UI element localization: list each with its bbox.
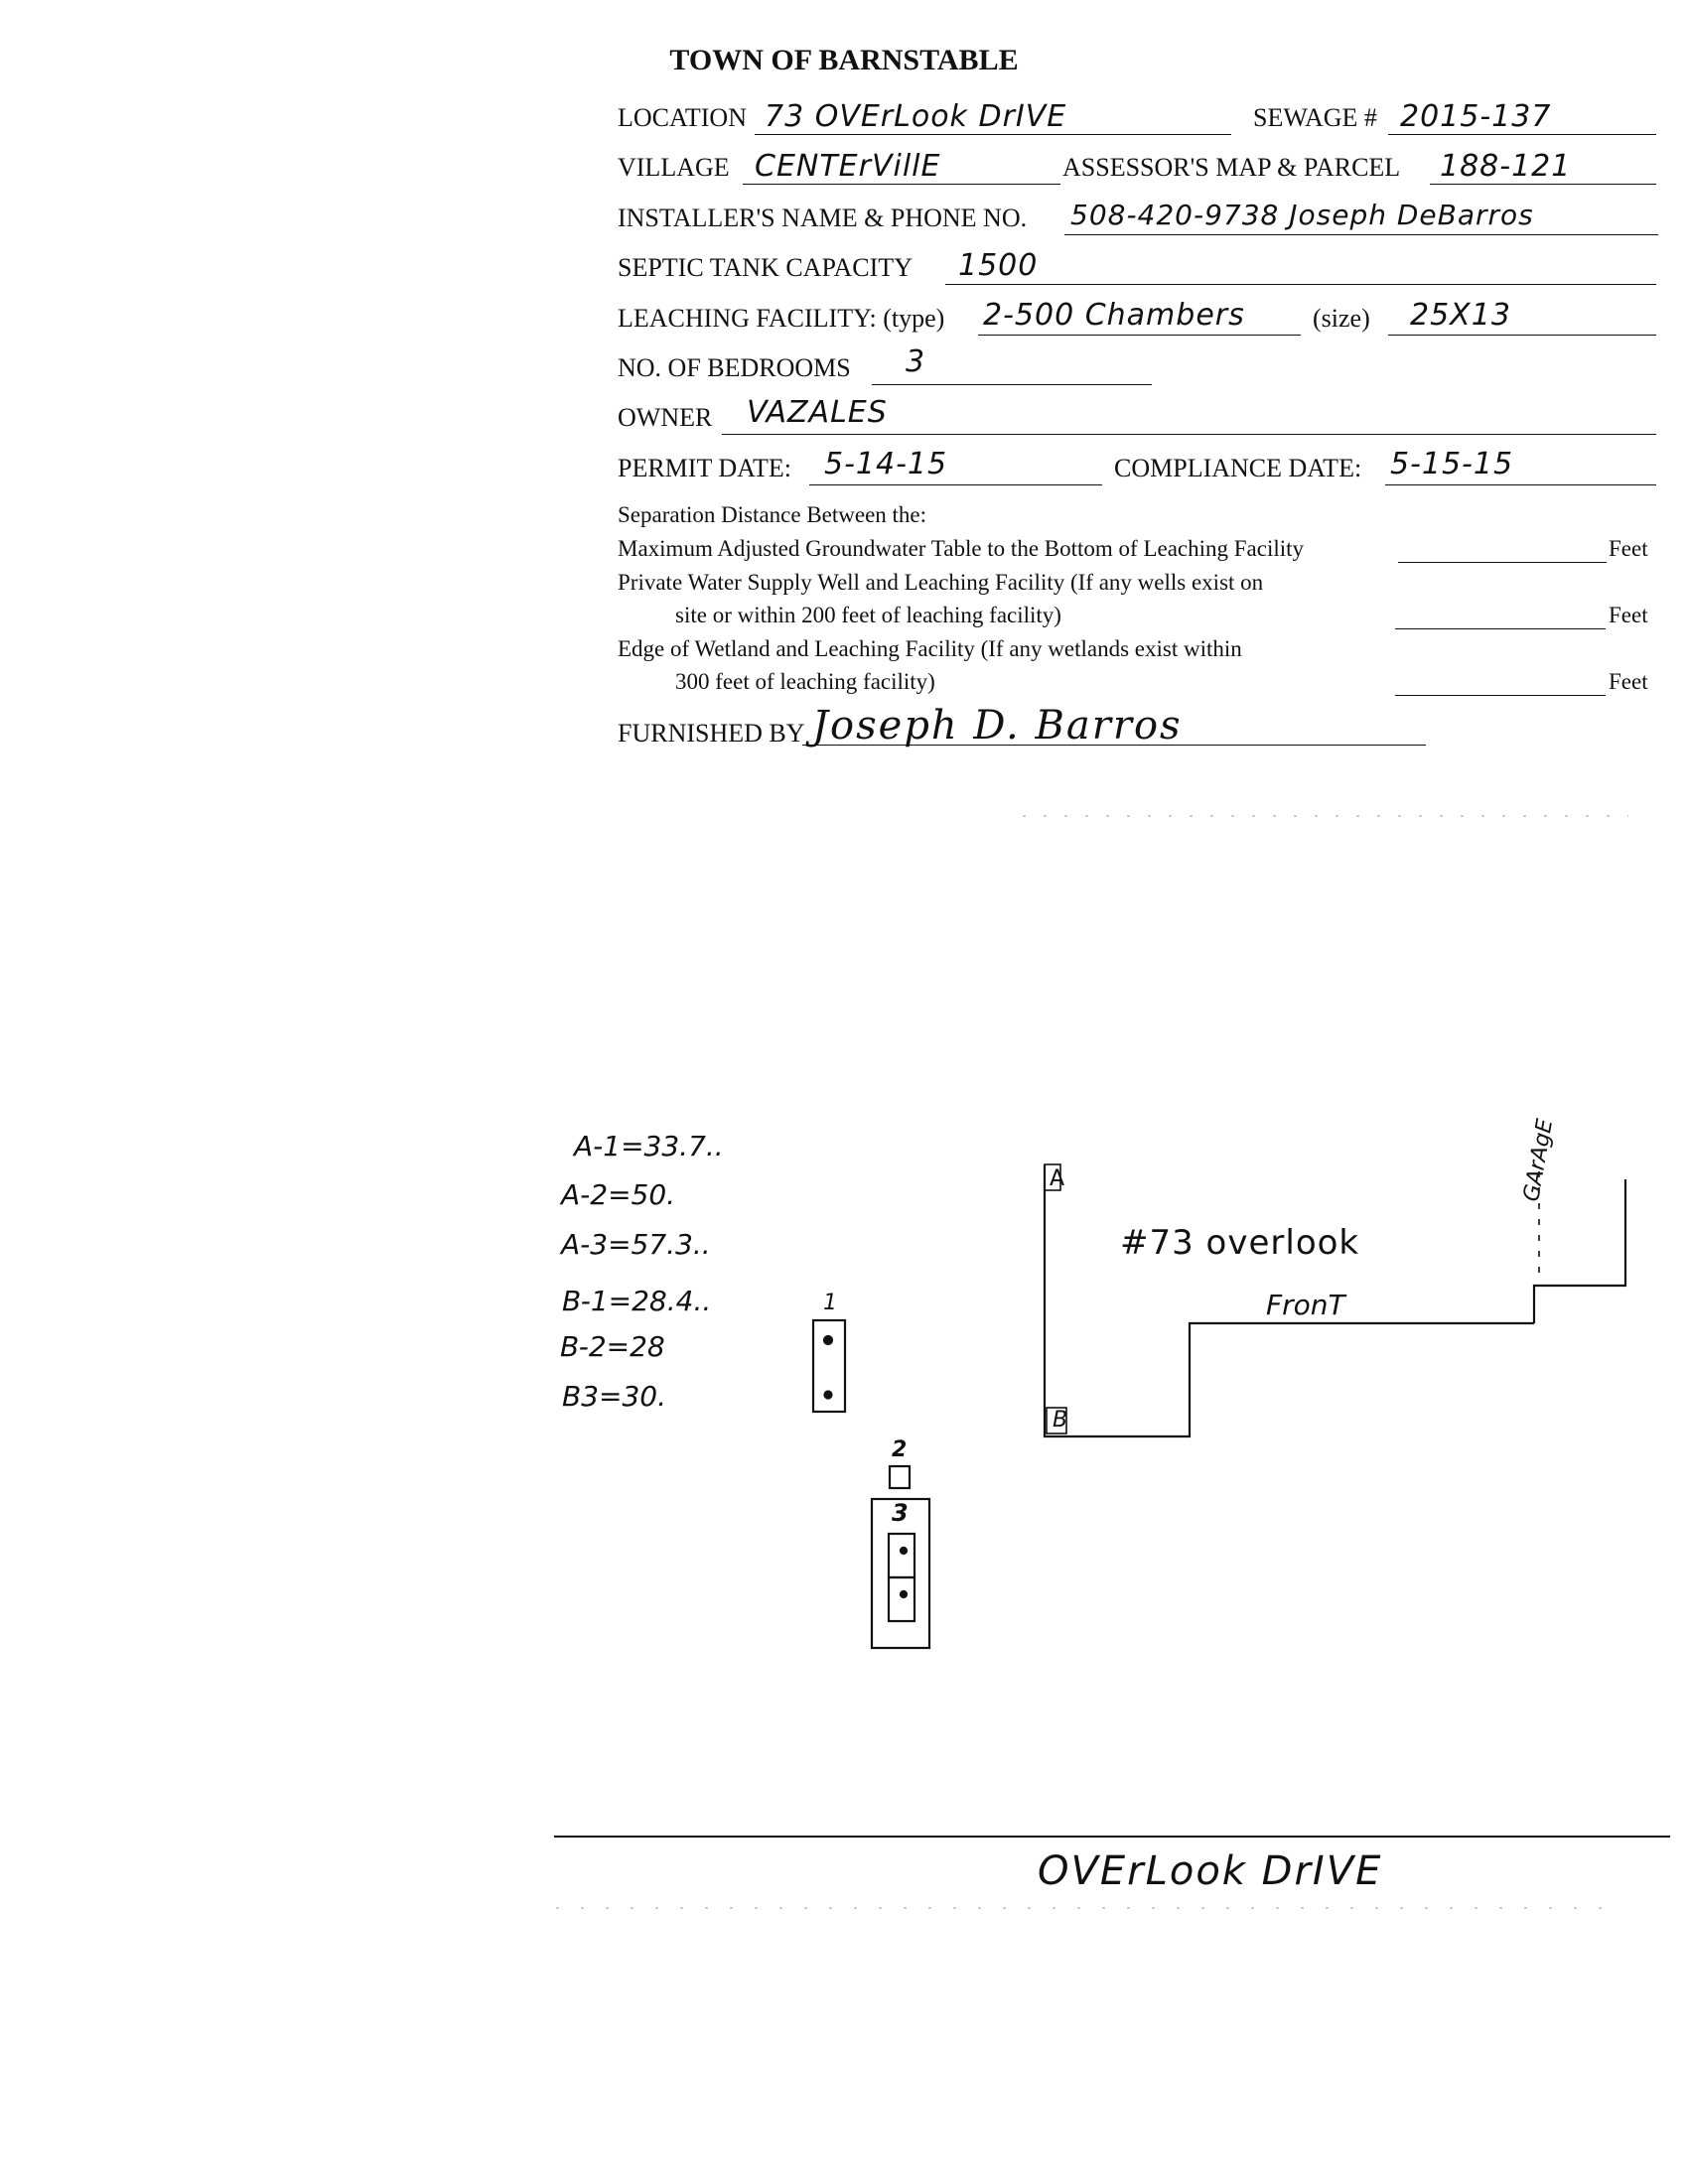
- bedrooms-label: NO. OF BEDROOMS: [618, 353, 851, 382]
- sewage-label: SEWAGE #: [1253, 103, 1377, 132]
- marker-1-label: 1: [823, 1291, 837, 1315]
- street-label: OVErLook DrIVE: [1038, 1848, 1383, 1894]
- separation-item-3-line1: Edge of Wetland and Leaching Facility (If any wetlands exist within: [618, 636, 1242, 661]
- installer-label: INSTALLER'S NAME & PHONE NO.: [618, 204, 1028, 232]
- marker-2-box: [890, 1466, 910, 1488]
- permit-date-label: PERMIT DATE:: [618, 454, 792, 482]
- separation-item-1: Maximum Adjusted Groundwater Table to the Bottom of Leaching Facility: [618, 536, 1305, 561]
- compliance-date-label: COMPLIANCE DATE:: [1114, 454, 1362, 482]
- owner-label: OWNER: [618, 403, 713, 432]
- village-value: CENTErVillE: [755, 149, 941, 184]
- garage-label: GArAgE: [1519, 1117, 1559, 1204]
- compliance-date-value: 5-15-15: [1390, 447, 1514, 481]
- marker-1-dot-top: [824, 1336, 832, 1344]
- feet-label-3: Feet: [1609, 669, 1648, 694]
- marker-3-label: 3: [892, 1499, 909, 1527]
- permit-date-value: 5-14-15: [824, 447, 948, 481]
- size-value: 25X13: [1410, 298, 1511, 333]
- corner-a-label: A: [1050, 1166, 1065, 1191]
- form-title: TOWN OF BARNSTABLE: [669, 44, 1019, 76]
- sewage-value: 2015-137: [1400, 99, 1552, 134]
- map-parcel-value: 188-121: [1440, 149, 1572, 184]
- owner-value: VAZALES: [747, 395, 888, 430]
- size-label: (size): [1313, 304, 1370, 333]
- measurement-a1: A-1=33.7..: [574, 1130, 724, 1162]
- marker-3-box-lower: [889, 1577, 914, 1621]
- separation-item-2-line1: Private Water Supply Well and Leaching Facility (If any wells exist on: [618, 570, 1264, 595]
- tank-label: SEPTIC TANK CAPACITY: [618, 253, 913, 282]
- leaching-label: LEACHING FACILITY: (type): [618, 304, 945, 333]
- house-label: #73 overlook: [1120, 1223, 1360, 1263]
- corner-b-label: B: [1053, 1408, 1068, 1433]
- installer-value: 508-420-9738 Joseph DeBarros: [1070, 199, 1534, 231]
- marker-3-dot-lower: [901, 1591, 907, 1597]
- separation-heading: Separation Distance Between the:: [618, 502, 927, 527]
- measurement-b1: B-1=28.4..: [562, 1285, 712, 1317]
- location-label: LOCATION: [618, 103, 747, 132]
- bedrooms-value: 3: [906, 344, 926, 379]
- front-label: FronT: [1266, 1289, 1345, 1321]
- marker-1-dot-bottom: [825, 1392, 832, 1399]
- measurement-a2: A-2=50.: [561, 1178, 676, 1211]
- leaching-type-value: 2-500 Chambers: [983, 298, 1245, 333]
- marker-3-dot-upper: [901, 1548, 907, 1554]
- tank-value: 1500: [958, 248, 1039, 283]
- signature: Joseph D. Barros: [812, 703, 1183, 749]
- location-value: 73 OVErLook DrIVE: [765, 99, 1067, 134]
- furnished-by-label: FURNISHED BY: [618, 719, 805, 748]
- measurement-b3: B3=30.: [562, 1380, 667, 1413]
- separation-item-2-line2: site or within 200 feet of leaching facility): [675, 603, 1061, 627]
- marker-3-box-upper: [889, 1534, 914, 1577]
- feet-label-1: Feet: [1609, 536, 1648, 561]
- separation-item-3-line2: 300 feet of leaching facility): [675, 669, 935, 694]
- measurement-b2: B-2=28: [560, 1330, 665, 1363]
- feet-label-2: Feet: [1609, 603, 1648, 627]
- marker-2-label: 2: [892, 1437, 908, 1462]
- map-parcel-label: ASSESSOR'S MAP & PARCEL: [1062, 153, 1401, 182]
- measurement-a3: A-3=57.3..: [561, 1228, 711, 1261]
- garage-outline: [1534, 1179, 1625, 1323]
- village-label: VILLAGE: [618, 153, 730, 182]
